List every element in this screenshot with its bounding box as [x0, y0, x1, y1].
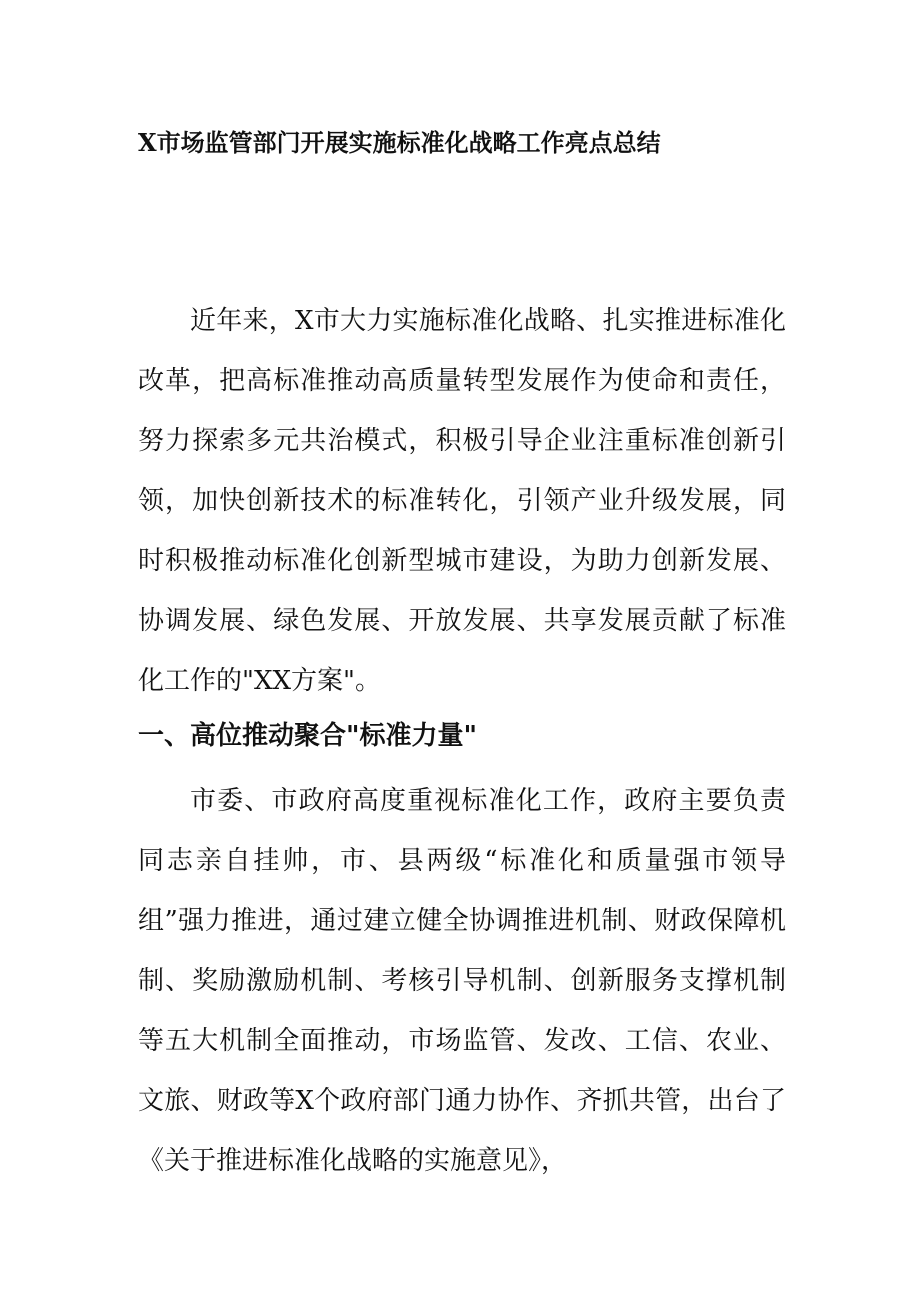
- section-heading-1: 一、高位推动聚合"标准力量": [138, 721, 478, 751]
- section-1-paragraph: 市委、市政府高度重视标准化工作，政府主要负责同志亲自挂帅，市、县两级“标准化和质量强市领导组”强力推进，通过建立健全协调推进机制、财政保障机制、奖励激励机制、考核引导机制、创新服务支撑机制等五大机制全面推动，市场监管、发改、工信、农业、文旅、财政等X个政府部门通力协作、齐抓共管，出台了《关于推进标准化战略的实施意见》，: [138, 786, 786, 1176]
- document-title: X市场监管部门开展实施标准化战略工作亮点总结: [138, 128, 661, 157]
- intro-paragraph: 近年来，X市大力实施标准化战略、扎实推进标准化改革，把高标准推动高质量转型发展作为使命和责任，努力探索多元共治模式，积极引导企业注重标准创新引领，加快创新技术的标准转化，引领产业升级发展，同时积极推动标准化创新型城市建设，为助力创新发展、协调发展、绿色发展、开放发展、共享发展贡献了标准化工作的"XX方案"。: [138, 306, 786, 696]
